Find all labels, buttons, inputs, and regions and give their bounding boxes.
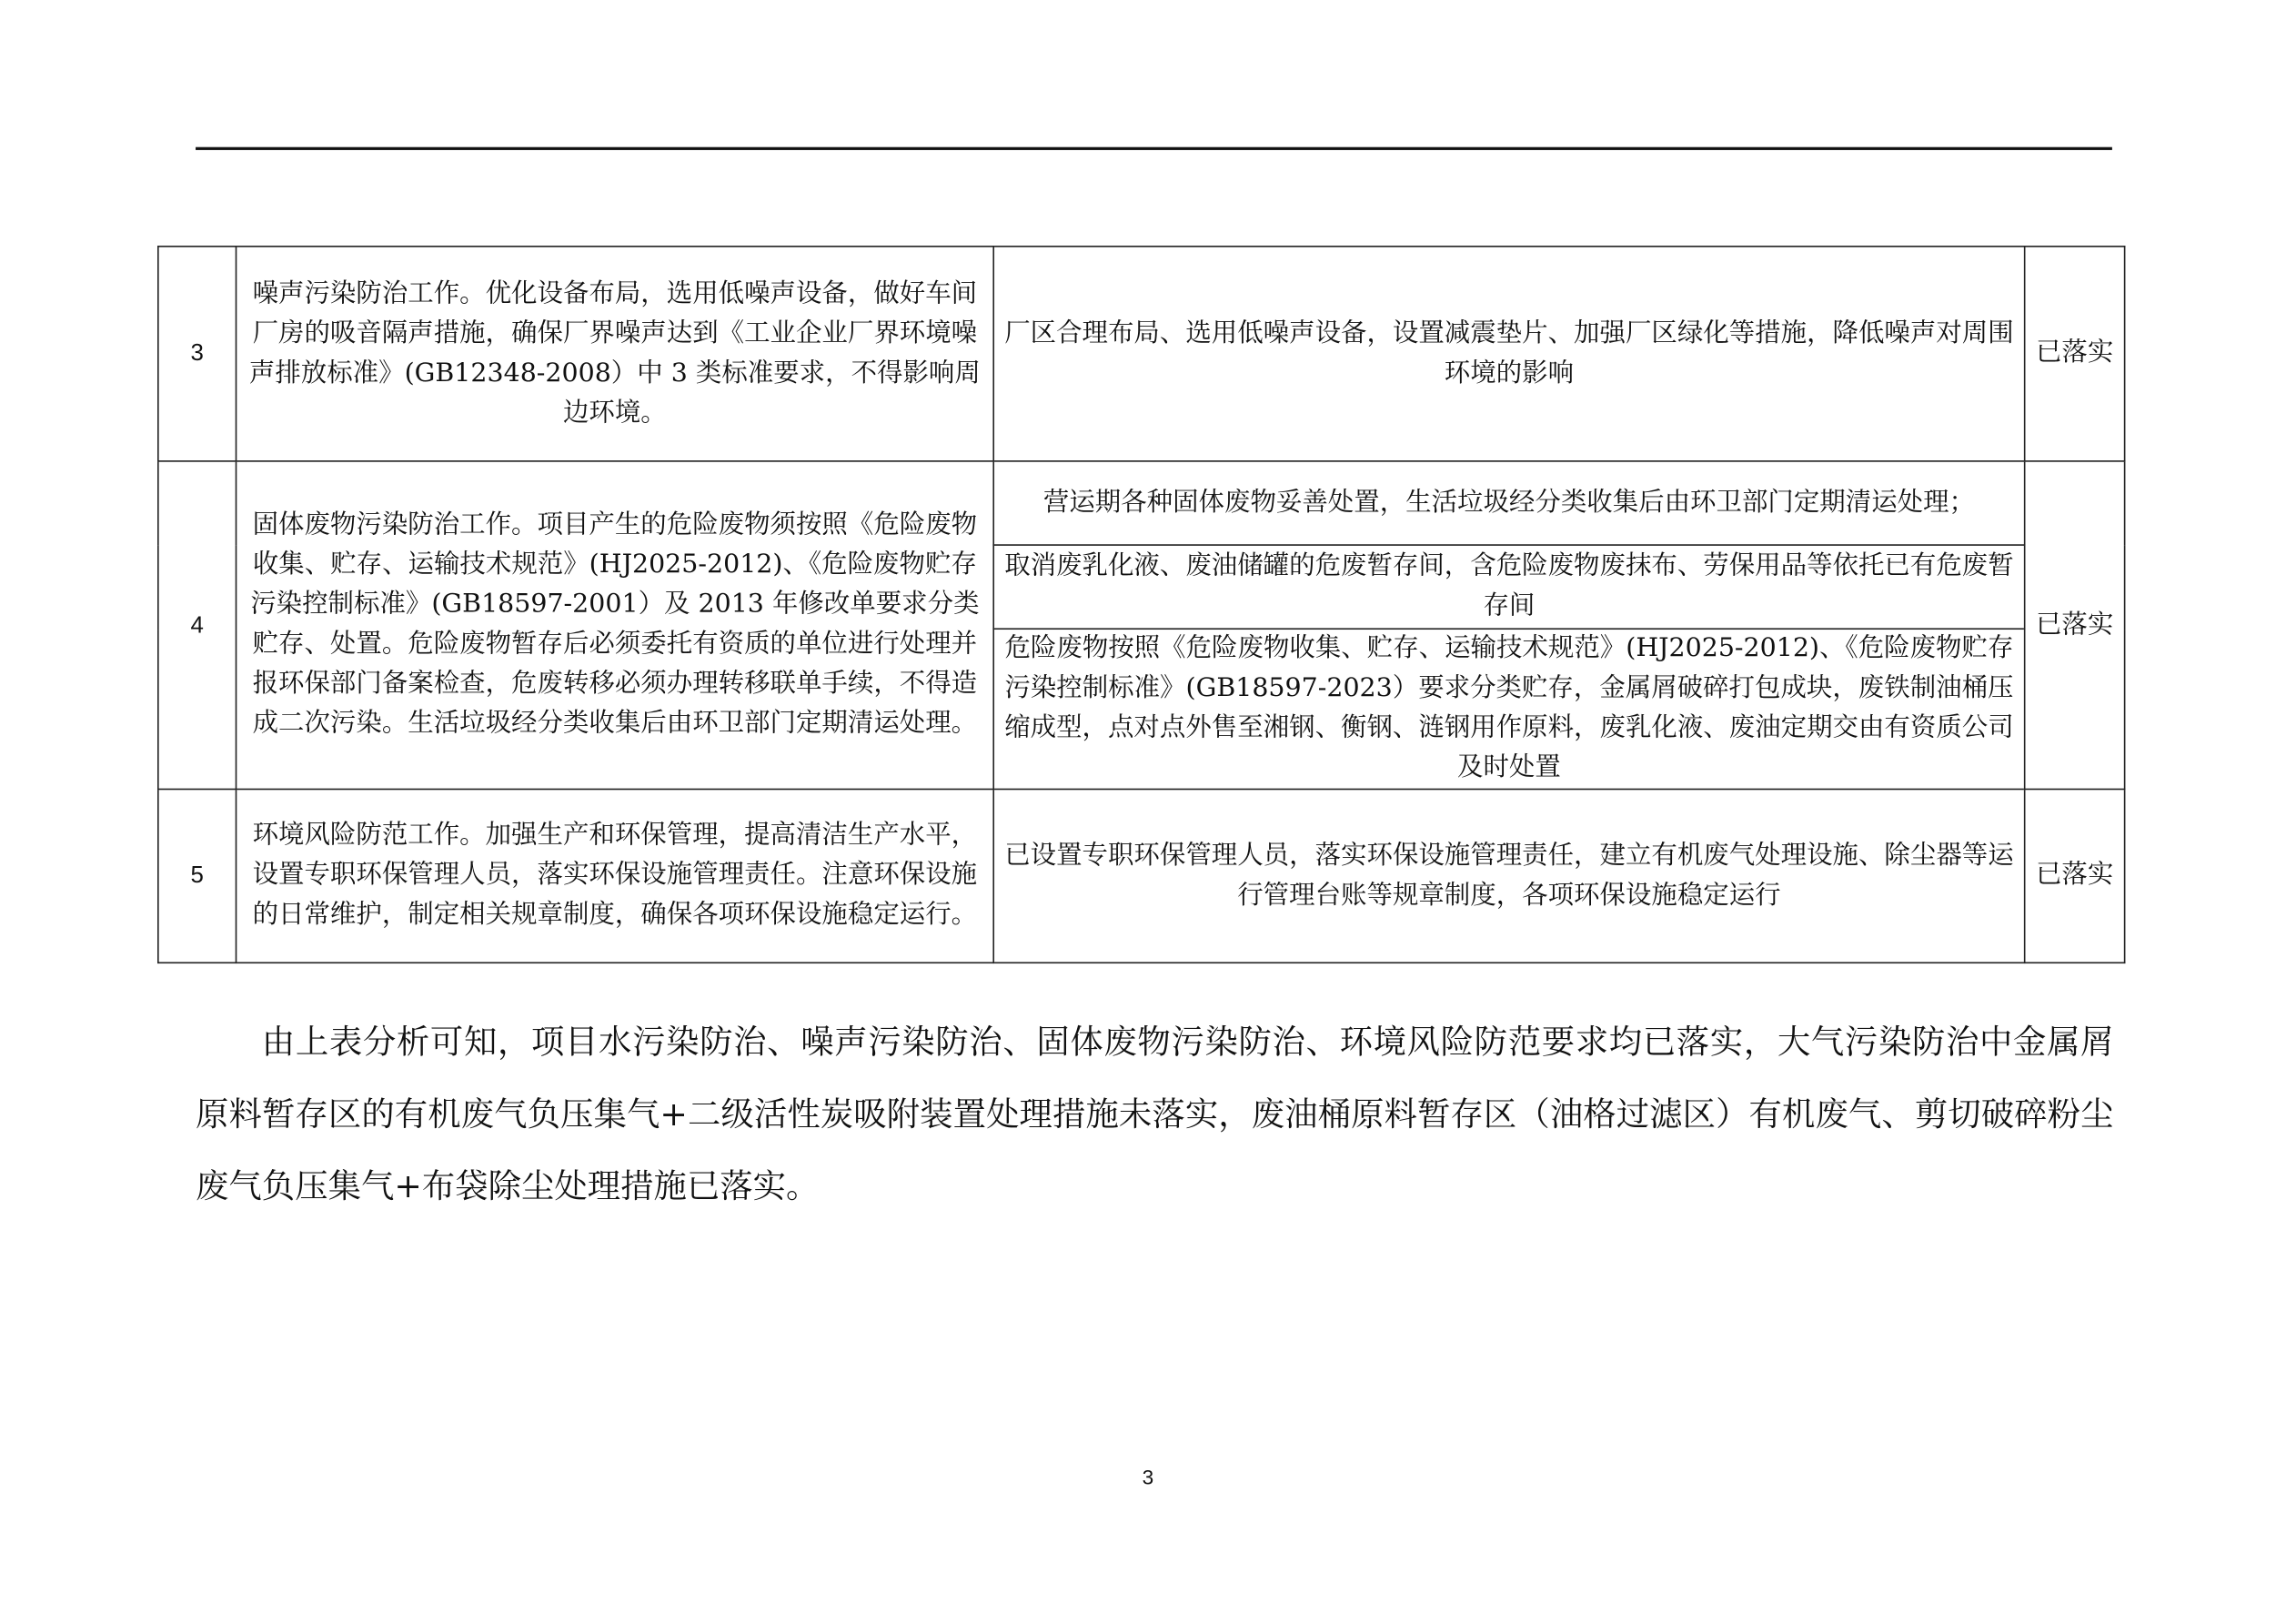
requirement-cell: 环境风险防范工作。加强生产和环保管理，提高清洁生产水平，设置专职环保管理人员，落实环保设施管理责任。注意环保设施的日常维护，制定相关规章制度，确保各项环保设施稳定运行。: [237, 789, 994, 963]
compliance-table: [157, 246, 2125, 963]
summary-paragraph: 由上表分析可知，项目水污染防治、噪声污染防治、固体废物污染防治、环境风险防范要求均已落实，大气污染防治中金属屑原料暂存区的有机废气负压集气+二级活性炭吸附装置处理措施未落实，废油桶原料暂存区（油格过滤区）有机废气、剪切破碎粉尘废气负压集气+布袋除尘处理措施已落实。: [196, 1023, 2114, 1206]
status-cell: 已落实: [2025, 789, 2125, 963]
requirement-cell: 噪声污染防治工作。优化设备布局，选用低噪声设备，做好车间厂房的吸音隔声措施，确保厂界噪声达到《工业企业厂界环境噪声排放标准》(GB12348-2008）中 3 类标准要求，不得影响周边环境。: [237, 247, 994, 461]
table-row: [158, 247, 2125, 461]
measure-cell: 厂区合理布局、选用低噪声设备，设置减震垫片、加强厂区绿化等措施，降低噪声对周围环境的影响: [993, 247, 2024, 461]
measure-cell: 取消废乳化液、废油储罐的危废暂存间，含危险废物废抹布、劳保用品等依托已有危废暂存间: [993, 545, 2024, 629]
table-row: [158, 789, 2125, 963]
header-rule: [196, 147, 2112, 150]
row-number: 4: [158, 461, 237, 790]
status-cell: 已落实: [2025, 461, 2125, 790]
measure-cell: 危险废物按照《危险废物收集、贮存、运输技术规范》(HJ2025-2012)、《危险废物贮存污染控制标准》(GB18597-2023）要求分类贮存，金属屑破碎打包成块，废铁制油桶压缩成型，点对点外售至湘钢、衡钢、涟钢用作原料，废乳化液、废油定期交由有资质公司及时处置: [993, 629, 2024, 789]
measure-cell: 营运期各种固体废物妥善处置，生活垃圾经分类收集后由环卫部门定期清运处理；: [993, 461, 2024, 545]
status-cell: 已落实: [2025, 247, 2125, 461]
table-row: [158, 461, 2125, 545]
page-number: 3: [1142, 1465, 1154, 1489]
requirement-cell: 固体废物污染防治工作。项目产生的危险废物须按照《危险废物收集、贮存、运输技术规范》(HJ2025-2012)、《危险废物贮存污染控制标准》(GB18597-2001）及 2013 年修改单要求分类贮存、处置。危险废物暂存后必须委托有资质的单位进行处理并报环保部门备案检查，危废转移必须办理转移联单手续，不得造成二次污染。生活垃圾经分类收集后由环卫部门定期清运处理。: [237, 461, 994, 790]
row-number: 5: [158, 789, 237, 963]
measure-cell: 已设置专职环保管理人员，落实环保设施管理责任，建立有机废气处理设施、除尘器等运行管理台账等规章制度，各项环保设施稳定运行: [993, 789, 2024, 963]
row-number: 3: [158, 247, 237, 461]
